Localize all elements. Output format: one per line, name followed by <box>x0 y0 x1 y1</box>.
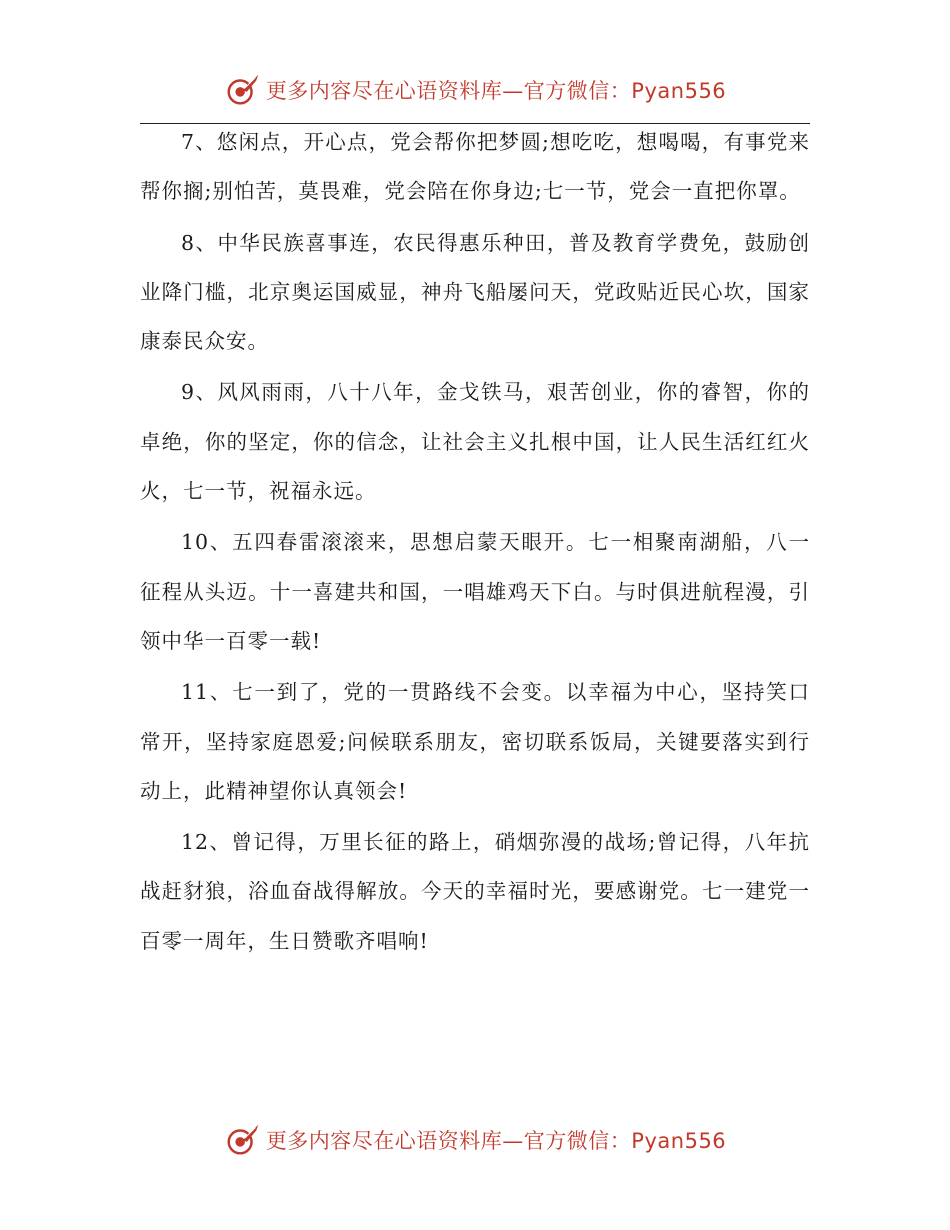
footer-brand-text: 更多内容尽在心语资料库—官方微信：Pyan556 <box>265 1129 727 1153</box>
paragraph-9: 9、风风雨雨，八十八年，金戈铁马，艰苦创业，你的睿智，你的卓绝，你的坚定，你的信念，让社会主义扎根中国，让人民生活红红火火，七一节，祝福永远。 <box>140 380 810 504</box>
quill-logo-icon <box>224 71 262 109</box>
header-brand-text: 更多内容尽在心语资料库—官方微信：Pyan556 <box>265 79 727 103</box>
footer-brand <box>0 1120 950 1160</box>
document-body <box>140 118 810 968</box>
paragraph-8: 8、中华民族喜事连，农民得惠乐种田，普及教育学费免，鼓励创业降门槛，北京奥运国威显，神舟飞船屡问天，党政贴近民心坎，国家康泰民众安。 <box>140 230 810 354</box>
quill-logo-icon <box>224 1121 262 1159</box>
paragraph-11: 11、七一到了，党的一贯路线不会变。以幸福为中心，坚持笑口常开，坚持家庭恩爱;问候联系朋友，密切联系饭局，关键要落实到行动上，此精神望你认真领会! <box>140 680 810 803</box>
paragraph-12: 12、曾记得，万里长征的路上，硝烟弥漫的战场;曾记得，八年抗战赶豺狼，浴血奋战得解放。今天的幸福时光，要感谢党。七一建党一百零一周年，生日赞歌齐唱响! <box>140 830 810 953</box>
header-brand <box>0 70 950 110</box>
paragraph-10: 10、五四春雷滚滚来，思想启蒙天眼开。七一相聚南湖船，八一征程从头迈。十一喜建共和国，一唱雄鸡天下白。与时俱进航程漫，引领中华一百零一载! <box>140 530 810 653</box>
paragraph-7: 7、悠闲点，开心点，党会帮你把梦圆;想吃吃，想喝喝，有事党来帮你搁;别怕苦，莫畏难，党会陪在你身边;七一节，党会一直把你罩。 <box>140 130 810 204</box>
